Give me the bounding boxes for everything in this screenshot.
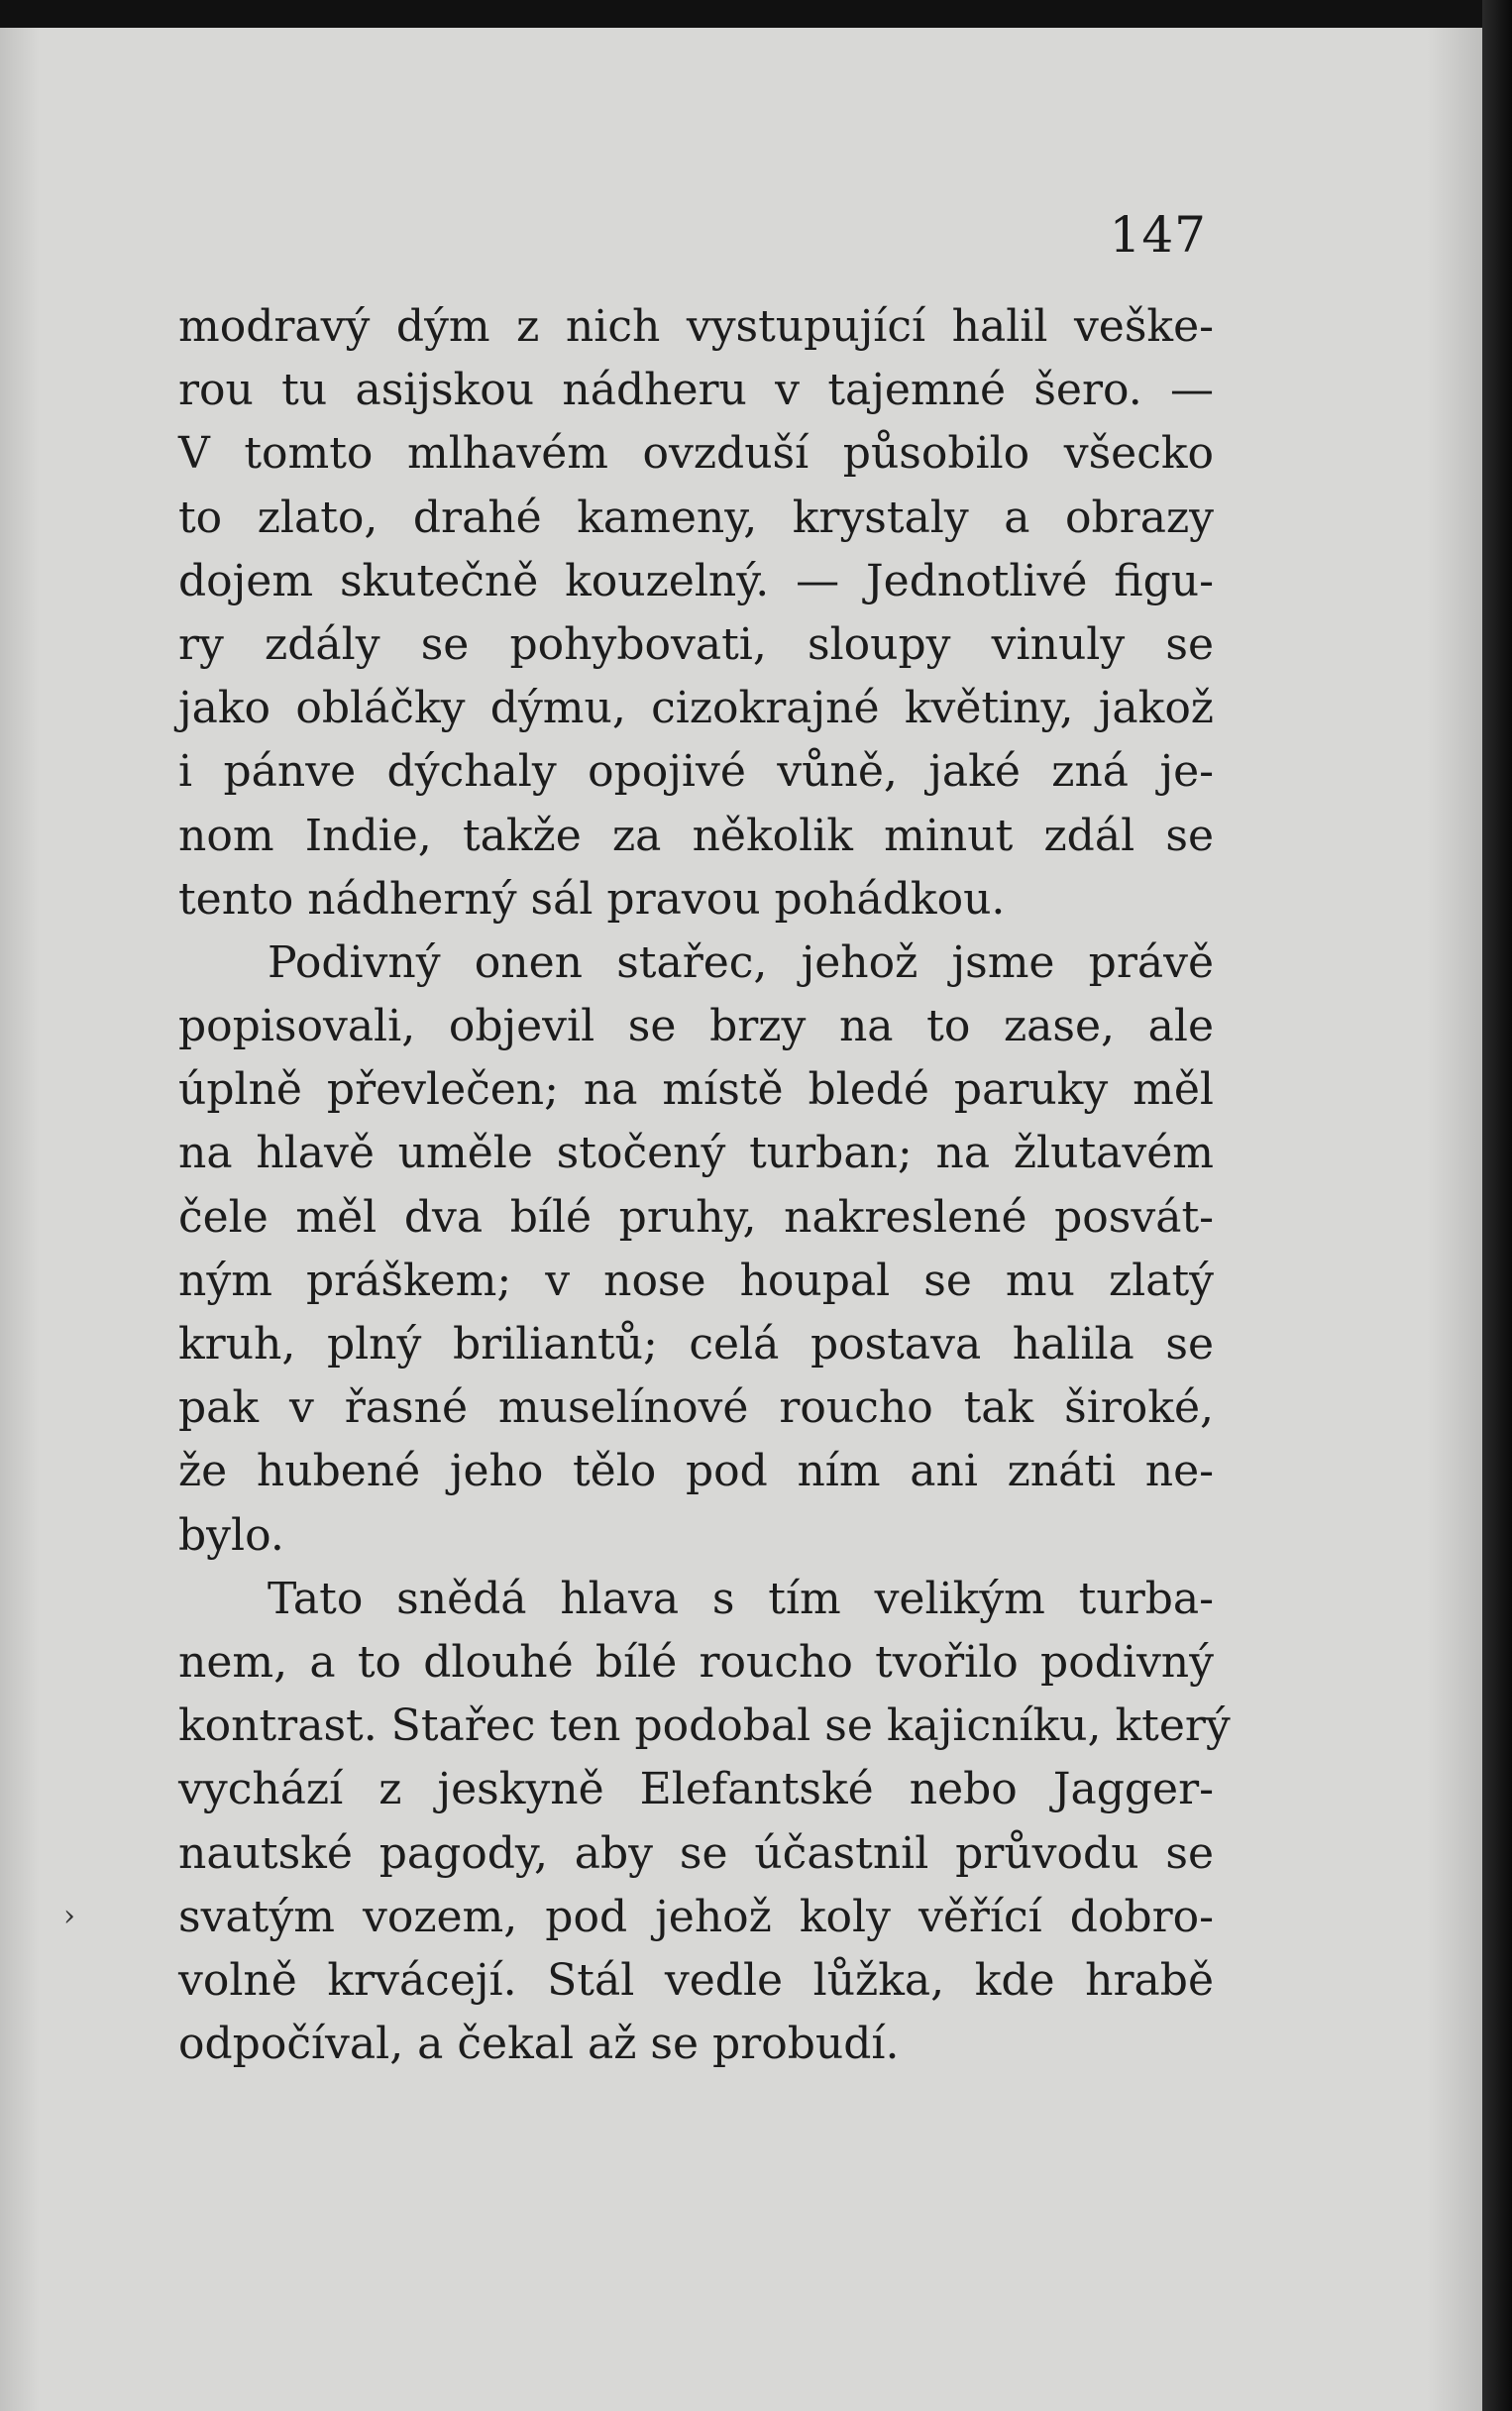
text-line: dojem skutečně kouzelný. — Jednotlivé figu- (178, 555, 1214, 606)
text-line: nautské pagody, aby se účastnil průvodu se (178, 1827, 1214, 1879)
text-line: popisovali, objevil se brzy na to zase, ale (178, 1001, 1214, 1052)
text-line: volně krvácejí. Stál vedle lůžka, kde hrabě (178, 1954, 1214, 2006)
text-line: čele měl dva bílé pruhy, nakreslené posvát- (178, 1191, 1214, 1243)
scan-top-border (0, 0, 1512, 28)
margin-mark: › (63, 1899, 75, 1933)
text-line: na hlavě uměle stočený turban; na žlutavém (178, 1128, 1214, 1179)
text-line: to zlato, drahé kameny, krystaly a obrazy (178, 492, 1214, 543)
text-line: že hubené jeho tělo pod ním ani znáti ne- (178, 1446, 1214, 1497)
text-line: bylo. (178, 1509, 284, 1561)
text-line: pak v řasné muselínové roucho tak široké, (178, 1382, 1214, 1434)
text-line: odpočíval, a čekal až se probudí. (178, 2019, 900, 2070)
text-line: vychází z jeskyně Elefantské nebo Jagger- (178, 1764, 1214, 1815)
book-page (0, 28, 1482, 2411)
text-line: svatým vozem, pod jehož koly věřící dobro- (178, 1891, 1214, 1942)
text-line: nem, a to dlouhé bílé roucho tvořilo podivný (178, 1636, 1214, 1688)
text-line: rou tu asijskou nádheru v tajemné šero. — (178, 365, 1214, 416)
text-line: ry zdály se pohybovati, sloupy vinuly se (178, 618, 1214, 670)
text-line: kontrast. Stařec ten podobal se kajicníku, který (178, 1700, 1231, 1752)
text-line: tento nádherný sál pravou pohádkou. (178, 873, 1006, 925)
text-line: modravý dým z nich vystupující halil veške- (178, 301, 1214, 352)
text-line: úplně převlečen; na místě bledé paruky měl (178, 1064, 1214, 1116)
page-number: 147 (1109, 206, 1207, 264)
text-line: Tato snědá hlava s tím velikým turba- (268, 1573, 1214, 1624)
paragraph (178, 932, 1214, 1568)
text-line: V tomto mlhavém ovzduší působilo všecko (178, 428, 1214, 480)
text-line: Podivný onen stařec, jehož jsme právě (268, 936, 1214, 988)
text-line: ným práškem; v nose houpal se mu zlatý (178, 1255, 1214, 1306)
text-line: jako obláčky dýmu, cizokrajné květiny, jakož (178, 683, 1214, 734)
text-line: i pánve dýchaly opojivé vůně, jaké zná je- (178, 746, 1214, 798)
text-line: nom Indie, takže za několik minut zdál se (178, 810, 1214, 861)
text-line: kruh, plný briliantů; celá postava halila se (178, 1319, 1214, 1370)
body-text (178, 295, 1231, 2076)
paragraph (178, 295, 1214, 932)
paragraph (178, 1568, 1231, 2077)
scan-right-border (1482, 0, 1512, 2411)
